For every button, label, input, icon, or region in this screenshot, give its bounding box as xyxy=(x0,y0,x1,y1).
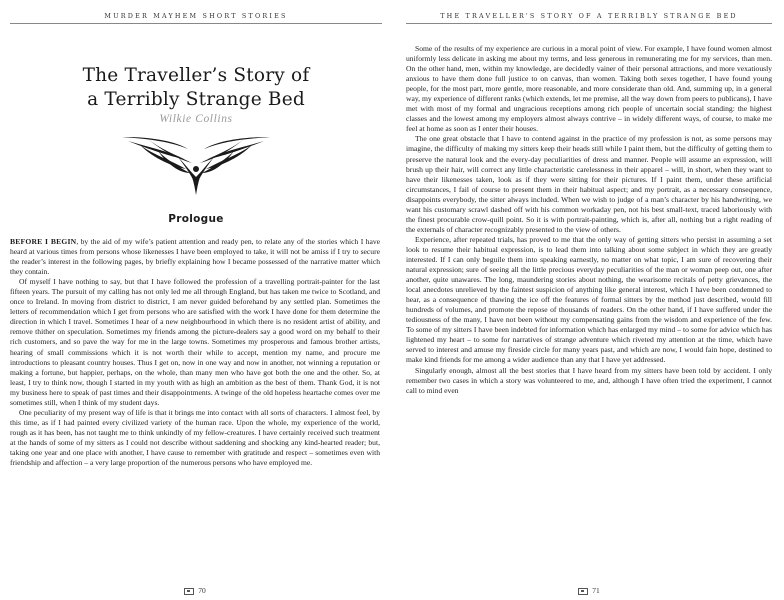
paragraph: Some of the results of my experience are curious in a moral point of view. For example, I have found women almost uniformly less delicate in asking me about my terms, and less generous in remunerating me for my services, than men. On the other hand, men, within my knowledge, are decidedly vainer of their personal attractions, and more vexatiously anxious to have them done full justice to on canvas, than women. Taking both sexes together, I have found young people, for the most part, more gentle, more reasonable, and more considerate than old. And, summing up, in a general way, my experience of different ranks (which extends, let me premise, all the way down from peers to publicans), I have met with most of my formal and ungracious receptions among rich people of uncertain social standing: the highest classes and the lowest among my employers almost always contrive – in widely different ways, of course, to make me feel at home as soon as I enter their houses. xyxy=(406,44,772,134)
left-body-text xyxy=(10,237,380,468)
running-head-right: THE TRAVELLER’S STORY OF A TERRIBLY STRANGE BED xyxy=(440,12,738,20)
fleuron-ornament-icon xyxy=(118,133,274,197)
story-title xyxy=(10,64,382,112)
lead-in: BEFORE I BEGIN xyxy=(10,237,77,246)
author-name: Wilkie Collins xyxy=(159,113,233,125)
page-number: 71 xyxy=(592,586,600,595)
paragraph: One peculiarity of my present way of life is that it brings me into contact with all sorts of characters. I almost feel, by this time, as if I had painted every civilized variety of the human race. Upon the whole, my experience of the world, rough as it has been, has not taught me to think unkindly of my fellow-creatures. I have certainly received such treatment at the hands of some of my sitters as I could not describe without saddening and shocking any kind-hearted reader; but, taking one year and one place with another, I have cause to remember with gratitude and respect – sometimes even with friendship and affection – a very large proportion of the numerous persons who have employed me. xyxy=(10,407,380,468)
folio-ornament-icon xyxy=(184,588,194,595)
header-rule-right xyxy=(406,23,772,24)
right-page xyxy=(392,0,784,600)
story-title-line-1: The Traveller’s Story of xyxy=(82,65,310,86)
page-number-left xyxy=(164,586,224,595)
paragraph: Experience, after repeated trials, has proved to me that the only way of getting sitters who persist in assuming a set look to resume their habitual expression, is to lead them into talking about some subject in which they are greatly interested. If I can only beguile them into speaking earnestly, no matter on what topic, I am sure of recovering their natural expression; sure of seeing all the little precious everyday peculiarities of the man or woman peep out, one after another, quite unawares. The long, maundering stories about nothing, the wearisome recitals of petty grievances, the local anecdotes unrelieved by the faintest suspicion of anything like general interest, which I have been condemned to hear, as a consequence of thawing the ice off the features of formal sitters by the method just described, would fill hundreds of volumes, and promote the repose of thousands of readers. On the other hand, if I have suffered under the tediousness of the many, I have not been without my compensating gains from the wisdom and experience of the few. To some of my sitters I have been indebted for information which has enlarged my mind – to some for advice which has lightened my heart – to some for narratives of strange adventure which riveted my attention at the time, which have served to interest and amuse my fireside circle for many years past, and which are now, I would fain hope, destined to make kind friends for me among a wider audience than any that I have yet addressed. xyxy=(406,234,772,365)
paragraph: Singularly enough, almost all the best stories that I have heard from my sitters have been told by accident. I only remember two cases in which a story was volunteered to me, and, although I have often tried the experiment, I cannot call to mind even xyxy=(406,365,772,395)
page-number: 70 xyxy=(198,586,206,595)
right-body-text xyxy=(406,44,772,396)
running-head-left: MURDER MAYHEM SHORT STORIES xyxy=(104,12,288,20)
story-title-line-2: a Terribly Strange Bed xyxy=(87,89,305,110)
paragraph: The one great obstacle that I have to contend against in the practice of my profession is not, as some persons may imagine, the difficulty of making my sitters keep their heads still while I paint them, but the difficulty of getting them to preserve the natural look and the every-day peculiarities of dress and manner. People will assume an expression, will brush up their hair, will correct any little characteristic carelessness in their apparel – will, in short, when they want to have their likenesses taken, look as if they were sitting for their pictures. If I paint them, under these artificial circumstances, I fail of course to present them in their habitual aspect; and my portrait, as a necessary consequence, disappoints everybody, the sitter always included. When we wish to judge of a man’s character by his handwriting, we want his customary scrawl dashed off with his common workaday pen, not his best small-text, traced laboriously with the finest procurable crow-quill point. So it is with portrait-painting, which is, after all, nothing but a right reading of the externals of character recognizably presented to the view of others. xyxy=(406,134,772,234)
paragraph: Of myself I have nothing to say, but that I have followed the profession of a travelling portrait-painter for the last fifteen years. The pursuit of my calling has not only led me all through England, but has taken me twice to Scotland, and once to Ireland. In moving from district to district, I am never guided beforehand by any settled plan. Sometimes the letters of recommendation which I get from persons who are satisfied with the work I have done for them determine the direction in which I travel. Sometimes I hear of a new neighbourhood in which there is no resident artist of ability, and remove thither on speculation. Sometimes my friends among the picture-dealers say a good word on my behalf to their rich customers, and so pave the way for me in the large towns. Sometimes my prosperous and famous brother artists, hearing of small commissions which it is not worth their while to accept, mention my name, and procure me introductions to pleasant country houses. Thus I get on, now in one way and now in another, not winning a reputation or making a fortune, but happier, perhaps, on the whole, than many men who have got both the one and the other. So, at least, I try to think now, though I started in my youth with as high an ambition as the best of them. Thank God, it is not my business here to speak of past times and their disappointments. A twinge of the old hopeless heartache comes over me sometimes still, when I think of my student days. xyxy=(10,277,380,407)
section-heading: Prologue xyxy=(168,213,224,225)
paragraph-text: , by the aid of my wife’s patient attention and ready pen, to relate any of the stories which I have heard at various times from persons whose likenesses I have been employed to take, it will not be amiss if I try to secure the reader’s interest in the following pages, by briefly explaining how I became possessed of the narrative matter which they contain. xyxy=(10,237,380,277)
page-number-right xyxy=(558,586,618,595)
paragraph xyxy=(10,237,380,277)
header-rule-left xyxy=(10,23,382,24)
folio-ornament-icon xyxy=(578,588,588,595)
